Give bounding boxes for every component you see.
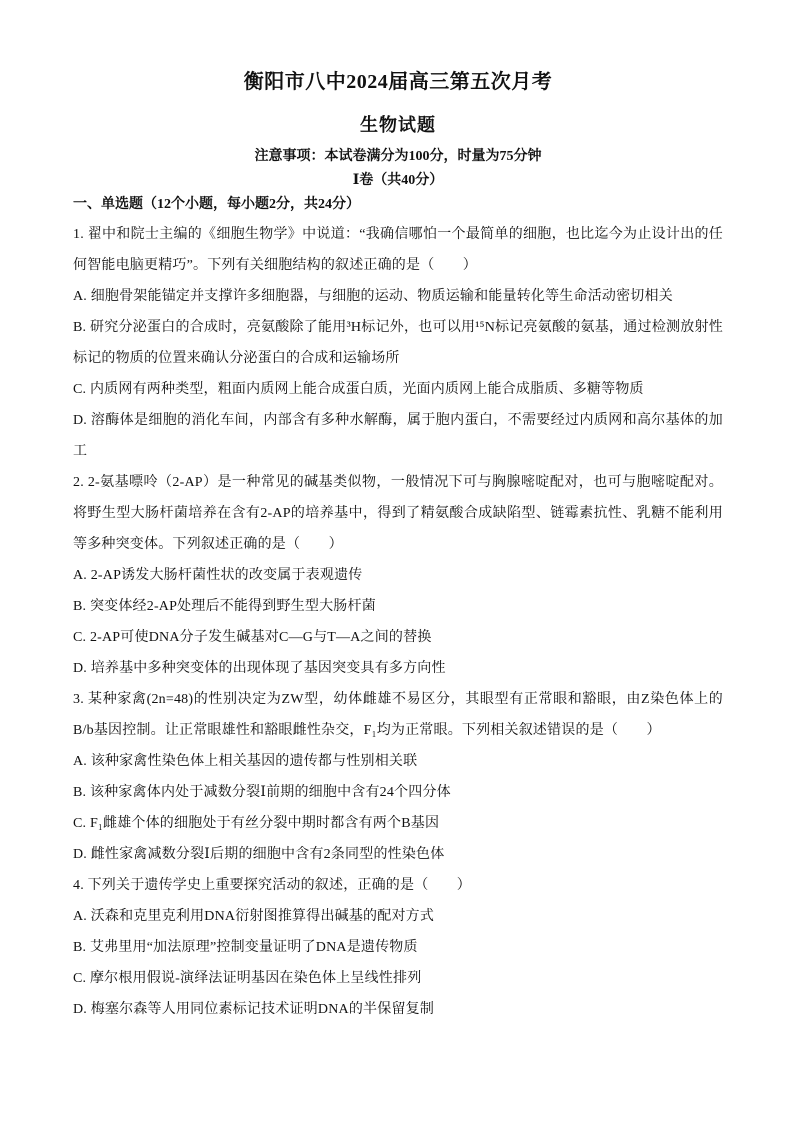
question-1: [73, 219, 723, 467]
exam-notice: 注意事项：本试卷满分为100分，时量为75分钟: [254, 149, 542, 164]
exam-subtitle: 生物试题: [360, 115, 436, 135]
option-b: B. 艾弗里用“加法原理”控制变量证明了DNA是遗传物质: [73, 940, 418, 955]
question-3: [73, 684, 723, 870]
option-c: C. 摩尔根用假说-演绎法证明基因在染色体上呈线性排列: [73, 971, 422, 986]
option-d: D. 培养基中多种突变体的出现体现了基因突变具有多方向性: [73, 661, 446, 676]
option-d: D. 雌性家禽减数分裂Ⅰ后期的细胞中含有2条同型的性染色体: [73, 847, 445, 862]
exam-title: 衡阳市八中2024届高三第五次月考: [243, 71, 553, 93]
option-b: B. 研究分泌蛋白的合成时，亮氨酸除了能用³H标记外，也可以用¹⁵N标记亮氨酸的氨基，通过检测放射性标记的物质的位置来确认分泌蛋白的合成和运输场所: [73, 320, 723, 366]
option-a: A. 细胞骨架能锚定并支撑许多细胞器，与细胞的运动、物质运输和能量转化等生命活动密切相关: [73, 289, 673, 304]
question-stem: 2. 2-氨基嘌呤（2-AP）是一种常见的碱基类似物，一般情况下可与胸腺嘧啶配对，也可与胞嘧啶配对。将野生型大肠杆菌培养在含有2-AP的培养基中，得到了精氨酸合成缺陷型、链霉素抗性、乳糖不能利用等多种突变体。下列叙述正确的是（ ）: [73, 475, 723, 552]
option-a: A. 2-AP诱发大肠杆菌性状的改变属于表观遗传: [73, 568, 363, 583]
option-a: A. 沃森和克里克利用DNA衍射图推算得出碱基的配对方式: [73, 909, 435, 924]
option-d: D. 梅塞尔森等人用同位素标记技术证明DNA的半保留复制: [73, 1002, 435, 1017]
option-d: D. 溶酶体是细胞的消化车间，内部含有多种水解酶，属于胞内蛋白，不需要经过内质网和高尔基体的加工: [73, 413, 723, 459]
question-stem: 3. 某种家禽(2n=48)的性别决定为ZW型，幼体雌雄不易区分，其眼型有正常眼和豁眼，由Z染色体上的B/b基因控制。让正常眼雄性和豁眼雌性杂交，F₁均为正常眼。下列相关叙述错误的是（ ）: [73, 692, 723, 738]
volume-heading: Ⅰ卷（共40分）: [352, 173, 444, 188]
option-a: A. 该种家禽性染色体上相关基因的遗传都与性别相关联: [73, 754, 418, 769]
option-c: C. 内质网有两种类型，粗面内质网上能合成蛋白质，光面内质网上能合成脂质、多糖等物质: [73, 382, 644, 397]
option-b: B. 突变体经2-AP处理后不能得到野生型大肠杆菌: [73, 599, 376, 614]
exam-page: [73, 0, 723, 1025]
section-heading: 一、单选题（12个小题，每小题2分，共24分）: [73, 197, 360, 212]
option-c: C. F₁雌雄个体的细胞处于有丝分裂中期时都含有两个B基因: [73, 816, 440, 831]
option-c: C. 2-AP可使DNA分子发生碱基对C—G与T—A之间的替换: [73, 630, 432, 645]
option-b: B. 该种家禽体内处于减数分裂Ⅰ前期的细胞中含有24个四分体: [73, 785, 451, 800]
question-2: [73, 467, 723, 684]
question-list: [73, 219, 723, 1025]
question-stem: 1. 翟中和院士主编的《细胞生物学》中说道：“我确信哪怕一个最简单的细胞，也比迄今为止设计出的任何智能电脑更精巧”。下列有关细胞结构的叙述正确的是（ ）: [73, 227, 723, 273]
question-stem: 4. 下列关于遗传学史上重要探究活动的叙述，正确的是（ ）: [73, 878, 471, 893]
question-4: [73, 870, 723, 1025]
